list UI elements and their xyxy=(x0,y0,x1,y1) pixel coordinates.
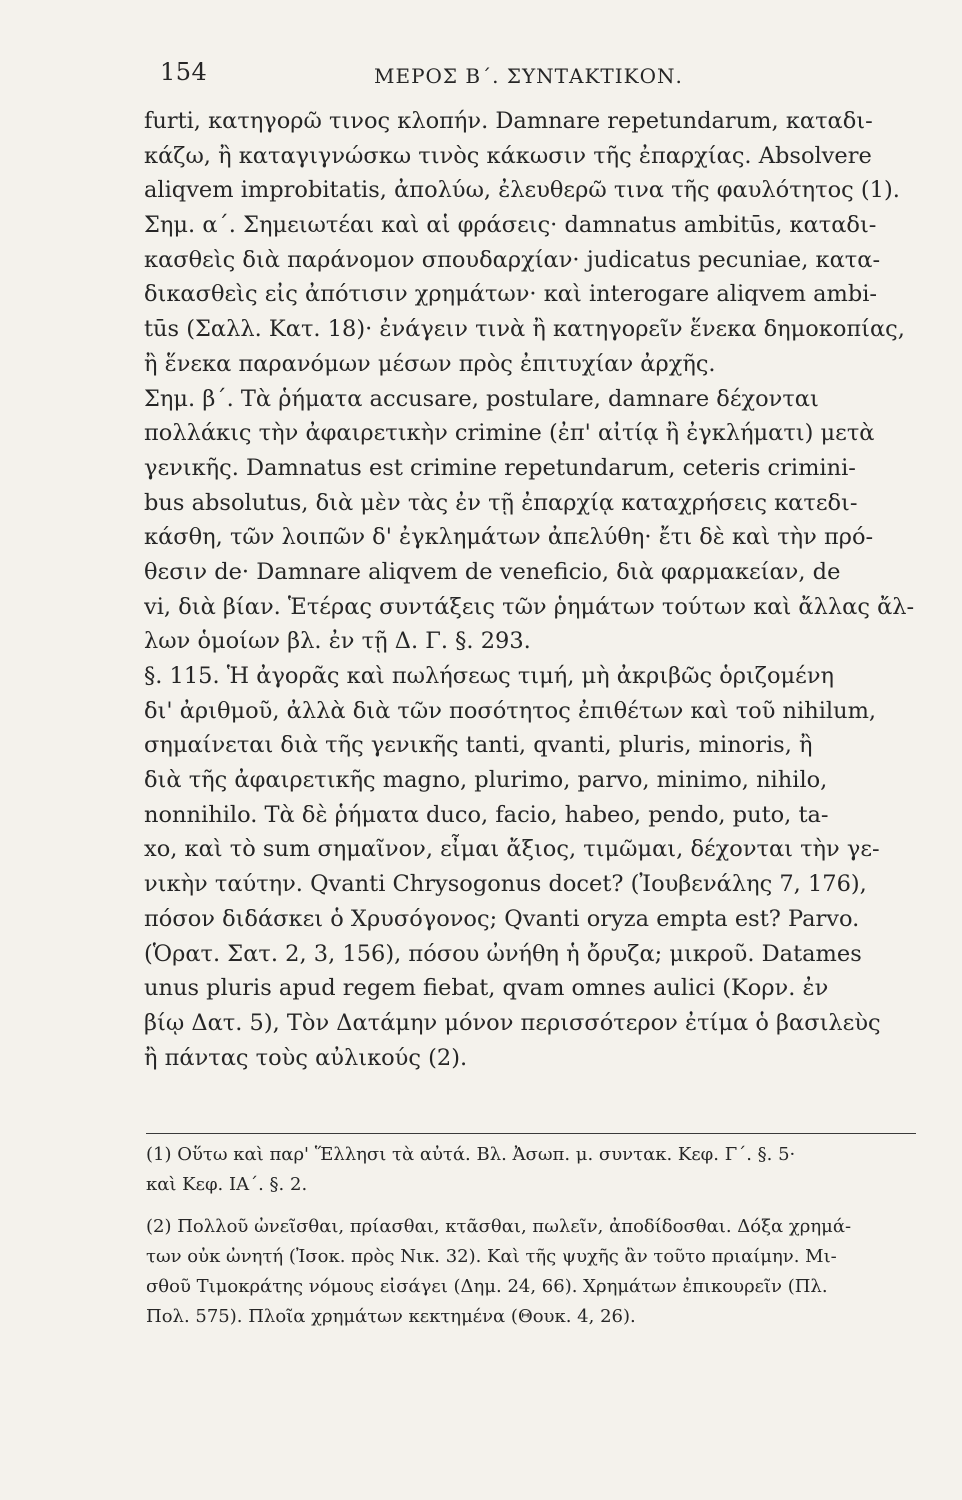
text-line: ἢ ἕνεκα παρανόμων μέσων πρὸς ἐπιτυχίαν ἀρχῆς. xyxy=(144,350,716,377)
text-line: tūs (Σαλλ. Κατ. 18)· ἐνάγειν τινὰ ἢ κατηγορεῖν ἕνεκα δημοκοπίας, xyxy=(144,316,905,343)
text-line: γενικῆς. Damnatus est crimine repetundarum, ceteris crimini- xyxy=(144,454,856,481)
text-line: xo, καὶ τὸ sum σημαῖνον, εἶμαι ἄξιος, τιμῶμαι, δέχονται τὴν γε- xyxy=(144,836,880,863)
footnote-rule xyxy=(146,1133,916,1134)
footnote-line: καὶ Κεφ. ΙΑ΄. §. 2. xyxy=(146,1174,308,1195)
footnote-line: Πολ. 575). Πλοῖα χρημάτων κεκτημένα (Θουκ. 4, 26). xyxy=(146,1306,636,1327)
text-line: §. 115. Ἡ ἀγορᾶς καὶ πωλήσεως τιμή, μὴ ἀκριβῶς ὁριζομένη xyxy=(144,663,834,689)
footnote-line: σθοῦ Τιμοκράτης νόμους εἰσάγει (Δημ. 24, 66). Χρημάτων ἐπικουρεῖν (Πλ. xyxy=(146,1276,828,1297)
text-line: furti, κατηγορῶ τινος κλοπήν. Damnare repetundarum, καταδι- xyxy=(144,108,873,134)
main-text xyxy=(144,104,914,1075)
footnote-gap xyxy=(146,1200,916,1212)
footnote-line: των οὐκ ὠνητή (Ἰσοκ. πρὸς Νικ. 32). Καὶ τῆς ψυχῆς ἂν τοῦτο πριαίμην. Μι- xyxy=(146,1246,837,1267)
text-line: Σημ. β΄. Τὰ ῥήματα accusare, postulare, damnare δέχονται xyxy=(144,385,819,412)
footnote xyxy=(146,1140,916,1200)
text-line: σημαίνεται διὰ τῆς γενικῆς tanti, qvanti, pluris, minoris, ἢ xyxy=(144,732,813,759)
text-line: vi, διὰ βίαν. Ἑτέρας συντάξεις τῶν ῥημάτων τούτων καὶ ἄλλας ἄλ- xyxy=(144,593,914,620)
text-line: ἢ πάντας τοὺς αὐλικούς (2). xyxy=(144,1044,468,1071)
text-line: bus absolutus, διὰ μὲν τὰς ἐν τῇ ἐπαρχίᾳ καταχρήσεις κατεδι- xyxy=(144,489,858,516)
text-line: διὰ τῆς ἀφαιρετικῆς magno, plurimo, parvo, minimo, nihilo, xyxy=(144,767,828,794)
text-line: πόσον διδάσκει ὁ Χρυσόγονος; Qvanti oryza empta est? Parvo. xyxy=(144,905,860,932)
text-line: aliqvem improbitatis, ἀπολύω, ἐλευθερῶ τινα τῆς φαυλότητος (1). xyxy=(144,177,900,204)
text-line: δικασθεὶς εἰς ἀπότισιν χρημάτων· καὶ interogare aliqvem ambi- xyxy=(144,281,878,308)
footnote-line: (2) Πολλοῦ ὠνεῖσθαι, πρίασθαι, κτᾶσθαι, πωλεῖν, ἀποδίδοσθαι. Δόξα χρημά- xyxy=(146,1216,852,1237)
running-head: ΜΕΡΟΣ Β΄. ΣΥΝΤΑΚΤΙΚΟΝ. xyxy=(374,64,683,88)
text-line: (Ὁρατ. Σατ. 2, 3, 156), πόσου ὠνήθη ἡ ὄρυζα; μικροῦ. Datames xyxy=(144,940,862,967)
text-line: κάζω, ἢ καταγιγνώσκω τινὸς κάκωσιν τῆς ἐπαρχίας. Absolvere xyxy=(144,142,872,169)
text-line: κασθεὶς διὰ παράνομον σπουδαρχίαν· judicatus pecuniae, κατα- xyxy=(144,246,881,273)
text-line: nonnihilo. Τὰ δὲ ῥήματα duco, facio, habeo, pendo, puto, ta- xyxy=(144,801,829,828)
text-line: νικὴν ταύτην. Qvanti Chrysogonus docet? (Ἰουβενάλης 7, 176), xyxy=(144,871,867,898)
footnote-line: (1) Οὕτω καὶ παρ' Ἕλλησι τὰ αὐτά. Βλ. Ἀσωπ. μ. συντακ. Κεφ. Γ΄. §. 5· xyxy=(146,1144,796,1165)
page-header xyxy=(160,58,720,98)
text-line: unus pluris apud regem fiebat, qvam omnes aulici (Κορν. ἐν xyxy=(144,975,829,1002)
text-line: πολλάκις τὴν ἀφαιρετικὴν crimine (ἐπ' αἰτίᾳ ἢ ἐγκλήματι) μετὰ xyxy=(144,420,875,447)
page-number: 154 xyxy=(160,58,208,86)
text-line: κάσθη, τῶν λοιπῶν δ' ἐγκλημάτων ἀπελύθη· ἔτι δὲ καὶ τὴν πρό- xyxy=(144,524,874,551)
text-line: δι' ἀριθμοῦ, ἀλλὰ διὰ τῶν ποσότητος ἐπιθέτων καὶ τοῦ nihilum, xyxy=(144,697,877,724)
text-line: θεσιν de· Damnare aliqvem de veneficio, διὰ φαρμακείαν, de xyxy=(144,558,841,585)
text-line: βίῳ Δατ. 5), Τὸν Δατάμην μόνον περισσότερον ἐτίμα ὁ βασιλεὺς xyxy=(144,1009,881,1036)
text-line: λων ὁμοίων βλ. ἐν τῇ Δ. Γ. §. 293. xyxy=(144,628,531,655)
text-line: Σημ. α΄. Σημειωτέαι καὶ αἱ φράσεις· damnatus ambitūs, καταδι- xyxy=(144,212,877,239)
footnote xyxy=(146,1212,916,1332)
footnotes xyxy=(146,1140,916,1332)
